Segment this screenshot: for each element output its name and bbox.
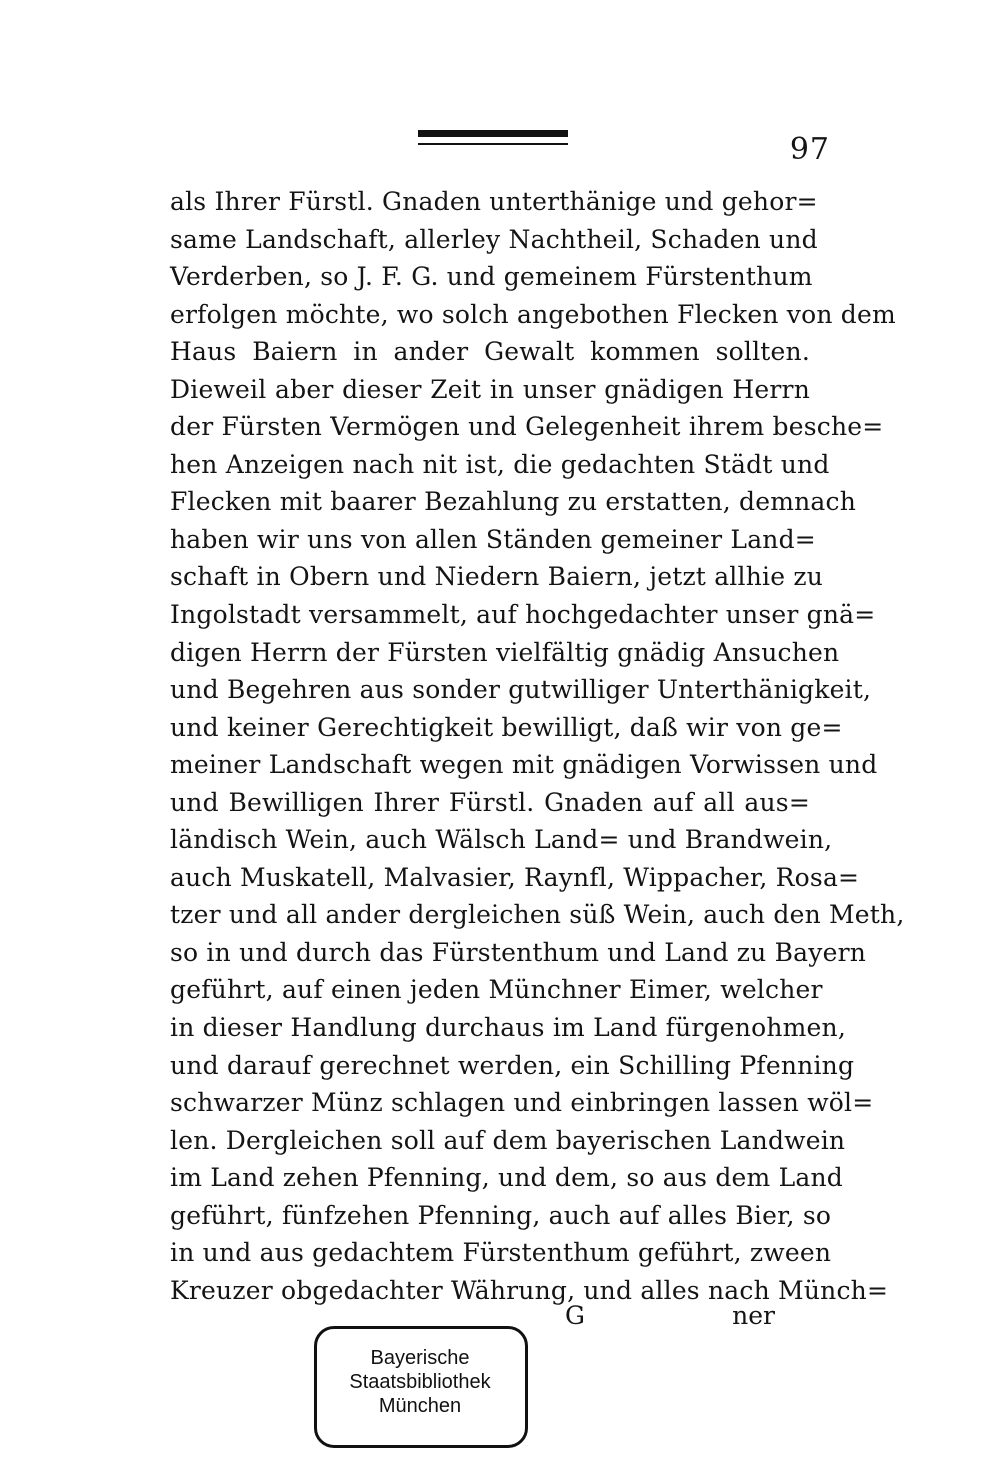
text-line: schwarzer Münz schlagen und einbringen lassen wöl=	[170, 1088, 874, 1118]
text-line: hen Anzeigen nach nit ist, die gedachten Städt und	[170, 449, 830, 479]
stamp-line: Bayerische	[370, 1347, 470, 1369]
text-line: Dieweil aber dieser Zeit in unser gnädigen Herrn	[170, 374, 810, 404]
text-line: Verderben, so J. F. G. und gemeinem Fürstenthum	[170, 262, 813, 292]
text-line: im Land zehen Pfenning, und dem, so aus dem Land	[170, 1163, 844, 1193]
text-line: als Ihrer Fürstl. Gnaden unterthänige und gehor=	[170, 187, 818, 216]
text-line: geführt, auf einen jeden Münchner Eimer, welcher	[170, 975, 823, 1005]
catchword-text: ner	[732, 1301, 775, 1330]
text-line: ländisch Wein, auch Wälsch Land= und Brandwein,	[170, 825, 833, 855]
body-text	[170, 183, 905, 1309]
text-line: und Bewilligen Ihrer Fürstl. Gnaden auf all aus=	[170, 787, 810, 817]
text-line: haben wir uns von allen Ständen gemeiner Land=	[170, 524, 816, 554]
catchword	[565, 1296, 775, 1336]
text-line: der Fürsten Vermögen und Gelegenheit ihrem besche=	[170, 412, 884, 442]
text-line: meiner Landschaft wegen mit gnädigen Vorwissen und	[170, 750, 878, 780]
text-line: und darauf gerechnet werden, ein Schilling Pfenning	[170, 1050, 855, 1080]
text-line: Kreuzer obgedachter Währung, und alles nach Münch=	[170, 1275, 889, 1305]
header-rule-thin	[418, 143, 568, 145]
text-line: same Landschaft, allerley Nachtheil, Schaden und	[170, 224, 818, 254]
stamp-line: München	[378, 1395, 462, 1417]
text-line: len. Dergleichen soll auf dem bayerischen Landwein	[170, 1125, 846, 1155]
text-line: digen Herrn der Fürsten vielfältig gnädig Ansuchen	[170, 637, 840, 667]
text-line: erfolgen möchte, wo solch angebothen Flecken von dem	[170, 299, 896, 329]
text-line: Flecken mit baarer Bezahlung zu erstatten, demnach	[170, 487, 857, 517]
text-line: in dieser Handlung durchaus im Land fürgenohmen,	[170, 1013, 846, 1043]
library-stamp	[310, 1322, 530, 1450]
signature-mark: G	[565, 1301, 585, 1330]
stamp-line: Staatsbibliothek	[349, 1371, 491, 1393]
text-line: in und aus gedachtem Fürstenthum geführt, zween	[170, 1238, 832, 1268]
text-line: Haus Baiern in ander Gewalt kommen sollten.	[170, 337, 810, 367]
text-line: geführt, fünfzehen Pfenning, auch auf alles Bier, so	[170, 1200, 832, 1230]
text-line: und Begehren aus sonder gutwilliger Unterthänigkeit,	[170, 675, 872, 705]
stamp-text	[310, 1346, 530, 1418]
text-line: tzer und all ander dergleichen süß Wein, auch den Meth,	[170, 900, 905, 930]
text-line: so in und durch das Fürstenthum und Land zu Bayern	[170, 937, 867, 967]
page-number: 97	[789, 132, 830, 167]
text-line: schaft in Obern und Niedern Baiern, jetzt allhie zu	[170, 562, 824, 592]
text-line: und keiner Gerechtigkeit bewilligt, daß wir von ge=	[170, 712, 843, 742]
header-rule-thick	[418, 130, 568, 137]
text-line: Ingolstadt versammelt, auf hochgedachter unser gnä=	[170, 600, 876, 630]
text-line: auch Muskatell, Malvasier, Raynfl, Wippacher, Rosa=	[170, 862, 860, 892]
